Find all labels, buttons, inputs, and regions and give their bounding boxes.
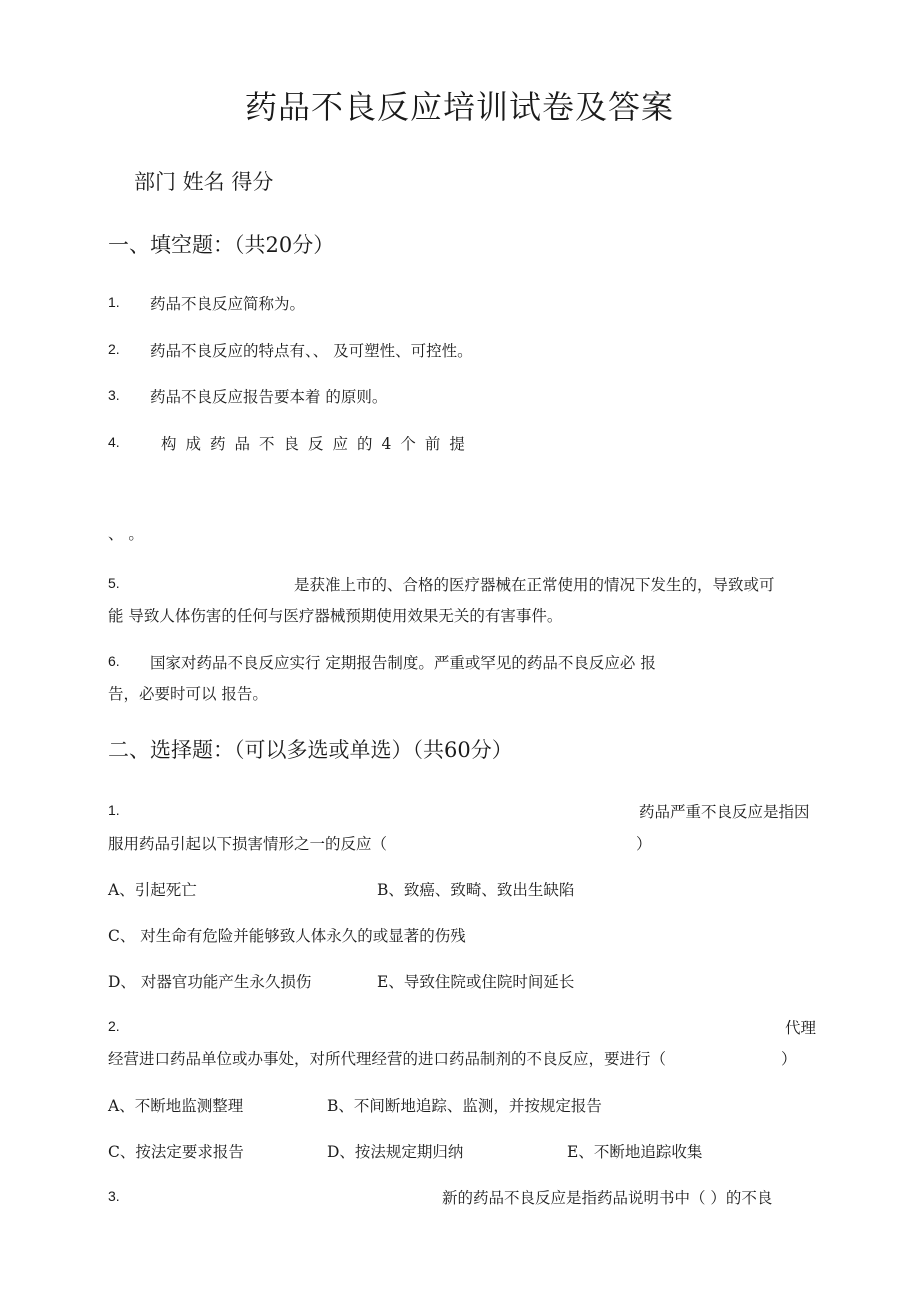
fill-item-text-line2: 能 导致人体伤害的任何与医疗器械预期使用效果无关的有害事件。 [108,607,563,625]
page-title: 药品不良反应培训试卷及答案 [245,88,675,126]
question-stem-line2: 经营进口药品单位或办事处，对所代理经营的进口药品制剂的不良反应，要进行（ [108,1050,667,1068]
option-a: A、引起死亡 [108,881,197,899]
option-c: C、按法定要求报告 [108,1143,244,1161]
item-number: 2. [108,341,120,357]
fill-item-text: 药品不良反应简称为。 [150,295,306,313]
answer-blank-close: ） [636,835,652,853]
question-number: 1. [108,802,120,818]
option-e: E、不断地追踪收集 [567,1143,703,1161]
question-stem: 新的药品不良反应是指药品说明书中（ ）的不良 [442,1189,773,1207]
answer-blank-close: ） [781,1050,797,1068]
fill-item-text: 药品不良反应报告要本着 的原则。 [150,388,388,406]
fill-item-text: 是获准上市的、合格的医疗器械在正常使用的情况下发生的，导致或可 [294,576,775,594]
option-b: B、致癌、致畸、致出生缺陷 [377,881,575,899]
item-number: 1. [108,294,120,310]
option-d: D、 对器官功能产生永久损伤 [108,973,312,991]
fill-item-text: 药品不良反应的特点有、、 及可塑性、可控性。 [150,342,473,360]
question-stem: 代理 [785,1019,817,1037]
option-b: B、不间断地追踪、监测，并按规定报告 [327,1097,602,1115]
question-number: 3. [108,1188,120,1204]
section1-heading: 一、填空题：（共20分） [108,233,335,257]
fill-item-text: 国家对药品不良反应实行 定期报告制度。严重或罕见的药品不良反应必 报 [150,654,656,672]
option-c: C、 对生命有危险并能够致人体永久的或显著的伤残 [108,927,466,945]
fill-item-text: 构成药品不良反应的4个前提 [161,435,474,453]
question-stem-line2: 服用药品引起以下损害情形之一的反应（ [108,835,388,853]
section2-heading: 二、选择题：（可以多选或单选）（共60分） [108,738,513,762]
option-e: E、导致住院或住院时间延长 [377,973,575,991]
option-d: D、按法规定期归纳 [327,1143,464,1161]
item-number: 4. [108,434,120,450]
item-number: 6. [108,653,120,669]
fill-item-continuation: 、 。 [108,525,144,543]
fill-item-text-line2: 告，必要时可以 报告。 [108,685,268,703]
option-a: A、不断地监测整理 [108,1097,244,1115]
item-number: 3. [108,387,120,403]
item-number: 5. [108,575,120,591]
question-number: 2. [108,1018,120,1034]
info-line: 部门 姓名 得分 [134,170,274,194]
question-stem: 药品严重不良反应是指因 [639,803,810,821]
